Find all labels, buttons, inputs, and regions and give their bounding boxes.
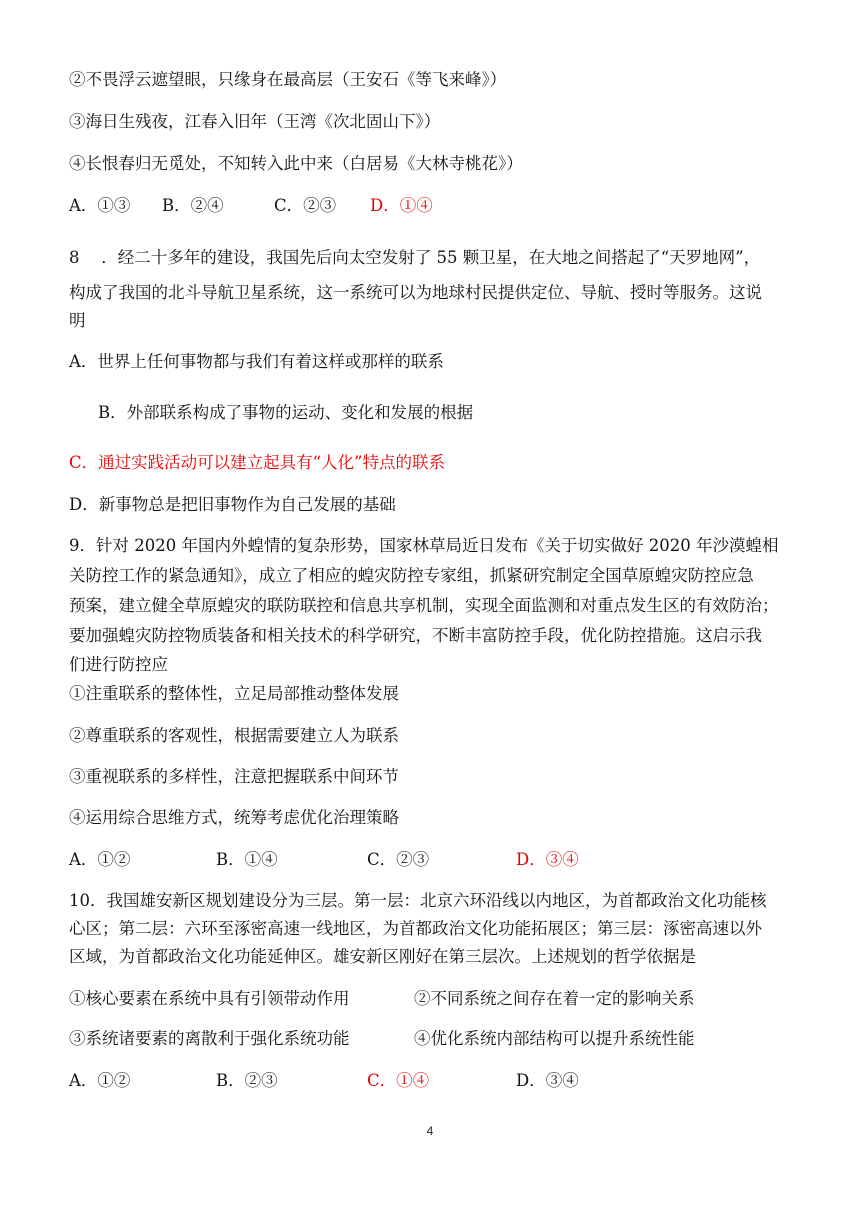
q8-stem-line-3: 明 [69, 311, 86, 330]
q9-stem-line-5: 们进行防控应 [69, 655, 168, 674]
q10-item-4: ④优化系统内部结构可以提升系统性能 [414, 1029, 695, 1048]
q10-item-1: ①核心要素在系统中具有引领带动作用 [69, 989, 350, 1008]
q9-option-b: B．①④ [216, 850, 278, 869]
q7-item-4: ④长恨春归无觅处，不知转入此中来（白居易《大林寺桃花》） [69, 154, 523, 173]
q8-option-a: A．世界上任何事物都与我们有着这样或那样的联系 [69, 352, 444, 371]
q9-stem-line-2: 关防控工作的紧急通知》，成立了相应的蝗灾防控专家组，抓紧研究制定全国草原蝗灾防控应急 [69, 566, 754, 585]
q10-option-d: D．③④ [516, 1071, 579, 1090]
q10-item-3: ③系统诸要素的离散利于强化系统功能 [69, 1029, 350, 1048]
q10-stem-line-3: 区域，为首都政治文化功能延伸区。雄安新区刚好在第三层次。上述规划的哲学依据是 [69, 947, 696, 966]
q10-stem-line-2: 心区；第二层：六环至涿密高速一线地区，为首都政治文化功能拓展区；第三层：涿密高速以外 [69, 919, 762, 938]
q9-option-a: A．①② [69, 850, 131, 869]
q8-option-c-answer: C．通过实践活动可以建立起具有“人化”特点的联系 [69, 453, 445, 472]
q8-option-b: B．外部联系构成了事物的运动、变化和发展的根据 [98, 403, 474, 422]
q8-stem-line-1: 8 ．经二十多年的建设，我国先后向太空发射了 55 颗卫星，在大地之间搭起了“天罗地网”， [69, 248, 761, 267]
q9-item-3: ③重视联系的多样性，注意把握联系中间环节 [69, 767, 399, 786]
q9-stem-line-4: 要加强蝗灾防控物质装备和相关技术的科学研究，不断丰富防控手段，优化防控措施。这启示我 [69, 626, 762, 645]
q9-option-c: C．②③ [367, 850, 430, 869]
q8-stem-line-2: 构成了我国的北斗导航卫星系统，这一系统可以为地球村民提供定位、导航、授时等服务。这说 [69, 283, 762, 302]
page-number: 4 [426, 1124, 434, 1138]
q10-option-a: A．①② [69, 1071, 131, 1090]
q9-option-d-answer: D．③④ [516, 850, 579, 869]
q7-item-3: ③海日生残夜，江春入旧年（王湾《次北固山下》） [69, 112, 441, 131]
q9-stem-line-1: 9．针对 2020 年国内外蝗情的复杂形势，国家林草局近日发布《关于切实做好 2020 年沙漠蝗相 [69, 536, 779, 555]
q10-stem-line-1: 10．我国雄安新区规划建设分为三层。第一层：北京六环沿线以内地区，为首都政治文化功能核 [69, 891, 767, 910]
q7-option-c: C．②③ [274, 196, 337, 215]
q7-option-d-answer: D．①④ [370, 196, 433, 215]
q10-option-b: B．②③ [216, 1071, 278, 1090]
q7-option-b: B．②④ [162, 196, 224, 215]
q10-item-2: ②不同系统之间存在着一定的影响关系 [414, 989, 695, 1008]
q9-item-1: ①注重联系的整体性，立足局部推动整体发展 [69, 684, 399, 703]
q8-option-d: D．新事物总是把旧事物作为自己发展的基础 [69, 495, 396, 514]
q7-option-a: A．①③ [69, 196, 131, 215]
q9-stem-line-3: 预案，建立健全草原蝗灾的联防联控和信息共享机制，实现全面监测和对重点发生区的有效防治； [69, 596, 779, 615]
q9-item-4: ④运用综合思维方式，统筹考虑优化治理策略 [69, 808, 399, 827]
q9-item-2: ②尊重联系的客观性，根据需要建立人为联系 [69, 726, 399, 745]
q7-item-2: ②不畏浮云遮望眼，只缘身在最高层（王安石《等飞来峰》） [69, 70, 507, 89]
q10-option-c-answer: C．①④ [367, 1071, 430, 1090]
